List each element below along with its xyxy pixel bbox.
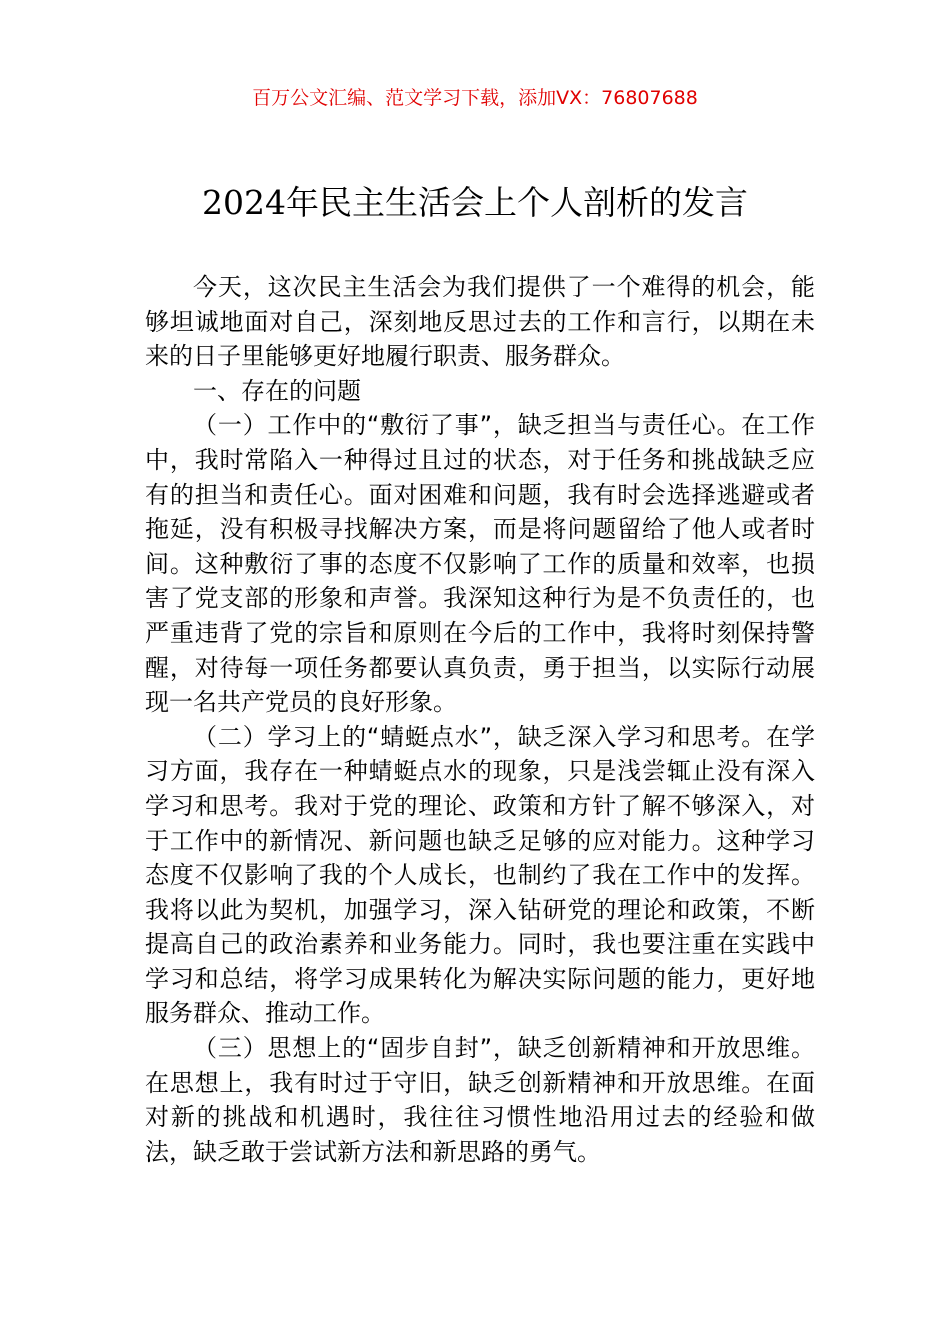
document-title: 2024年民主生活会上个人剖析的发言 — [202, 183, 748, 222]
paragraph-issue-2: （二）学习上的“蜻蜓点水”，缺乏深入学习和思考。在学习方面，我存在一种蜻蜓点水的现象，只是浅尝辄止没有深入学习和思考。我对于党的理论、政策和方针了解不够深入，对于工作中的新情况、新问题也缺乏足够的应对能力。这种学习态度不仅影响了我的个人成长，也制约了我在工作中的发挥。我将以此为契机，加强学习，深入钻研党的理论和政策，不断提高自己的政治素养和业务能力。同时，我也要注重在实践中学习和总结，将学习成果转化为解决实际问题的能力，更好地服务群众、推动工作。 — [145, 722, 815, 1028]
document-body — [145, 270, 815, 1169]
paragraph-intro: 今天，这次民主生活会为我们提供了一个难得的机会，能够坦诚地面对自己，深刻地反思过去的工作和言行，以期在未来的日子里能够更好地履行职责、服务群众。 — [145, 273, 815, 371]
header-note: 百万公文汇编、范文学习下载，添加VX：76807688 — [252, 87, 698, 109]
section-heading: 一、存在的问题 — [193, 376, 361, 405]
paragraph-issue-1: （一）工作中的“敷衍了事”，缺乏担当与责任心。在工作中，我时常陷入一种得过且过的状态，对于任务和挑战缺乏应有的担当和责任心。面对困难和问题，我有时会选择逃避或者拖延，没有积极寻找解决方案，而是将问题留给了他人或者时间。这种敷衍了事的态度不仅影响了工作的质量和效率，也损害了党支部的形象和声誉。我深知这种行为是不负责任的，也严重违背了党的宗旨和原则在今后的工作中，我将时刻保持警醒，对待每一项任务都要认真负责，勇于担当，以实际行动展现一名共产党员的良好形象。 — [145, 411, 815, 717]
paragraph-issue-3: （三）思想上的“固步自封”，缺乏创新精神和开放思维。在思想上，我有时过于守旧，缺乏创新精神和开放思维。在面对新的挑战和机遇时，我往往习惯性地沿用过去的经验和做法，缺乏敢于尝试新方法和新思路的勇气。 — [145, 1034, 815, 1166]
